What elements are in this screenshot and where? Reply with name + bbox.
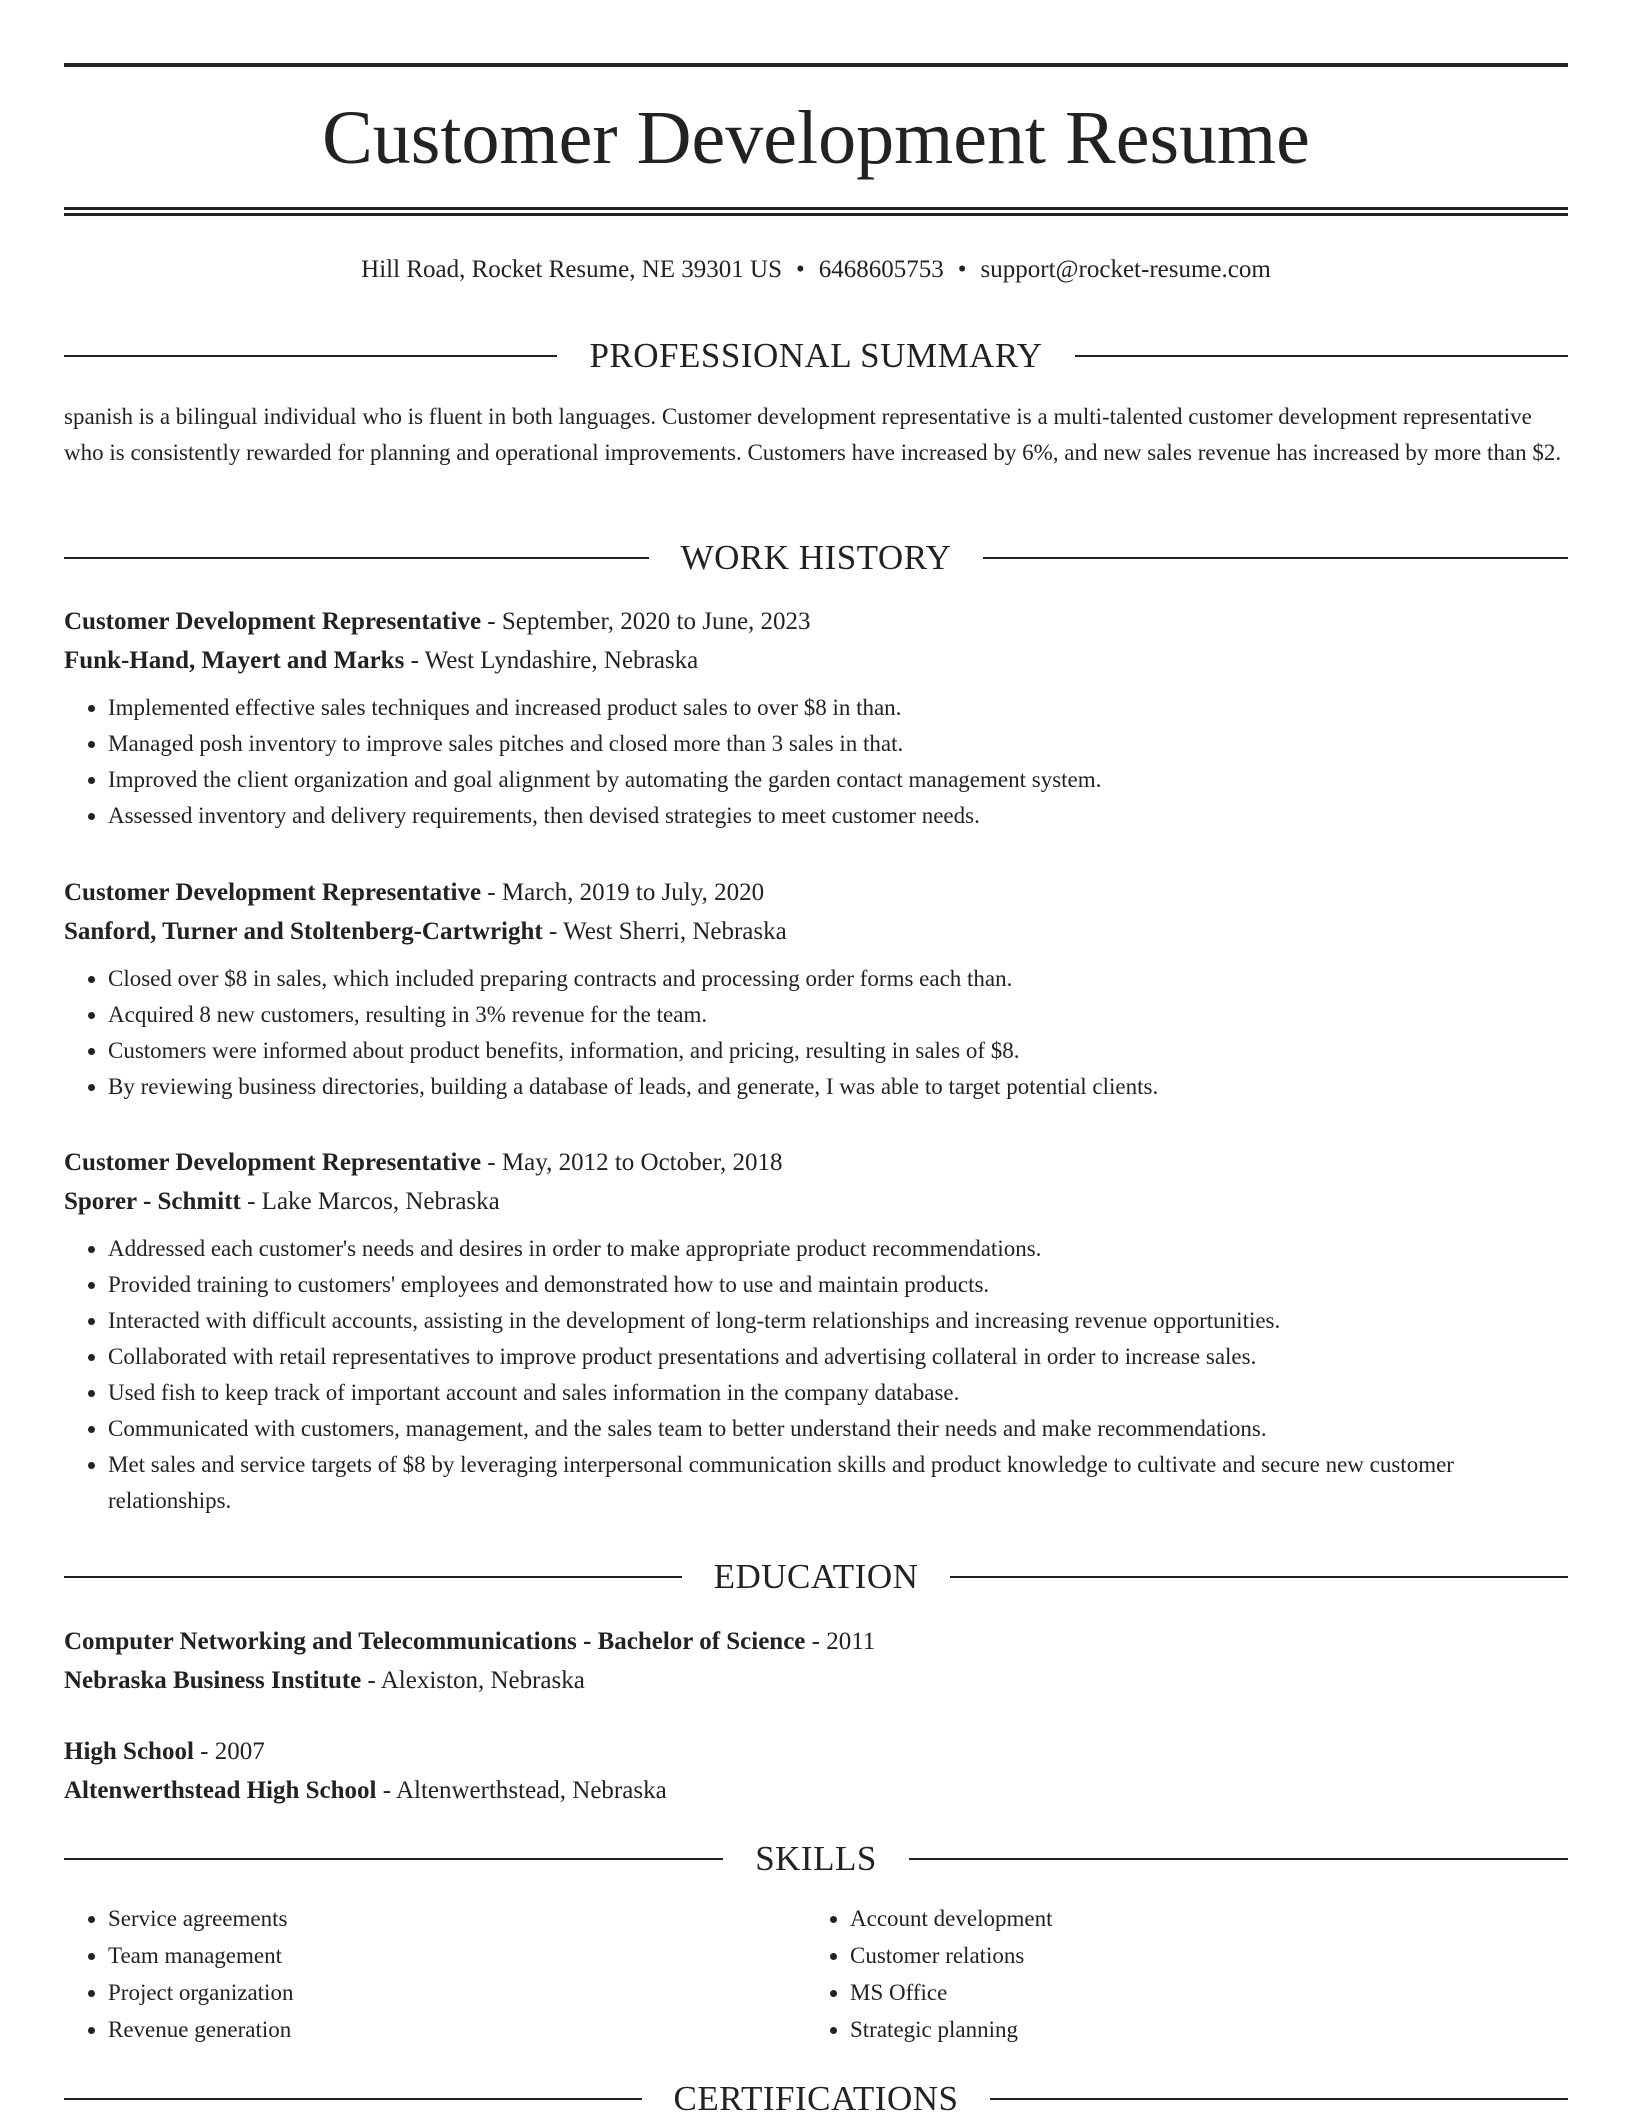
heading-rule (983, 557, 1568, 559)
contact-line (64, 252, 1568, 288)
skills-list (64, 1900, 664, 2048)
heading-rule (64, 1576, 682, 1578)
job-bullets (64, 1231, 1568, 1519)
heading-rule (64, 557, 649, 559)
job-entry (64, 1143, 1568, 1519)
section-title: PROFESSIONAL SUMMARY (589, 336, 1043, 375)
job-location: - Lake Marcos, Nebraska (240, 1188, 500, 1215)
job-title: Customer Development Representative (64, 879, 482, 906)
title-double-divider (64, 207, 1568, 216)
skill-item: • Project organization (108, 1974, 664, 2011)
job-bullet: • Met sales and service targets of $8 by leveraging interpersonal communication skills and product knowledge to cultivate and secure new customer relationships. (108, 1447, 1568, 1519)
heading-rule (950, 1576, 1568, 1578)
job-bullet: • Communicated with customers, management, and the sales team to better understand their needs and make recommendations. (108, 1411, 1568, 1447)
section-heading-summary (64, 336, 1568, 376)
job-title: Customer Development Representative (64, 1149, 482, 1176)
contact-phone[interactable]: 6468605753 (818, 256, 944, 283)
section-title: WORK HISTORY (680, 538, 952, 577)
section-title: SKILLS (755, 1839, 877, 1878)
job-bullet: • Closed over $8 in sales, which included preparing contracts and processing order forms each than. (108, 961, 1568, 997)
job-title: Customer Development Representative (64, 608, 482, 635)
school: Altenwerthstead High School (64, 1777, 377, 1804)
skill-item: • Strategic planning (850, 2011, 1406, 2048)
summary-text: spanish is a bilingual individual who is fluent in both languages. Customer development representative is a multi-talented customer development representative who is consistently rewarded for planning and operational improvements. Customers have increased by 6%, and new sales revenue has increased by more than $2. (64, 404, 1562, 465)
job-company-line (64, 912, 1568, 951)
job-bullets (64, 690, 1568, 834)
job-company: Funk-Hand, Mayert and Marks (64, 647, 405, 674)
section-title: EDUCATION (713, 1557, 919, 1596)
job-bullet: • Implemented effective sales techniques and increased product sales to over $8 in than. (108, 690, 1568, 726)
job-bullet: • Acquired 8 new customers, resulting in 3% revenue for the team. (108, 997, 1568, 1033)
job-company-line (64, 1182, 1568, 1221)
degree-line (64, 1622, 1568, 1661)
top-divider (64, 63, 1568, 67)
job-location: - West Sherri, Nebraska (542, 918, 787, 945)
school-location: - Altenwerthstead, Nebraska (376, 1777, 667, 1804)
skill-item: • Account development (850, 1900, 1406, 1937)
section-heading-certifications (64, 2079, 1568, 2119)
skills-column-left (64, 1900, 664, 2048)
job-bullet: • Interacted with difficult accounts, assisting in the development of long-term relationships and increasing revenue opportunities. (108, 1303, 1568, 1339)
job-bullet: • Used fish to keep track of important account and sales information in the company database. (108, 1375, 1568, 1411)
job-bullet: • Assessed inventory and delivery requirements, then devised strategies to meet customer needs. (108, 798, 1568, 834)
job-entry (64, 873, 1568, 1105)
degree-year: - 2007 (193, 1738, 265, 1765)
education-entry (64, 1622, 1568, 1700)
job-bullet: • Addressed each customer's needs and desires in order to make appropriate product recommendations. (108, 1231, 1568, 1267)
skills-column-right (806, 1900, 1406, 2048)
skill-item: • Revenue generation (108, 2011, 664, 2048)
job-company: Sanford, Turner and Stoltenberg-Cartwright (64, 918, 543, 945)
job-entry (64, 602, 1568, 834)
job-dates: - May, 2012 to October, 2018 (481, 1149, 783, 1176)
degree-line (64, 1732, 1568, 1771)
school-location: - Alexiston, Nebraska (361, 1667, 585, 1694)
job-bullet: • Provided training to customers' employees and demonstrated how to use and maintain products. (108, 1267, 1568, 1303)
job-title-line (64, 1143, 1568, 1182)
contact-separator: • (957, 256, 967, 283)
skills-list (806, 1900, 1406, 2048)
section-heading-work (64, 538, 1568, 578)
job-bullet: • Managed posh inventory to improve sales pitches and closed more than 3 sales in that. (108, 726, 1568, 762)
education-entry (64, 1732, 1568, 1810)
job-bullet: • Improved the client organization and goal alignment by automating the garden contact management system. (108, 762, 1568, 798)
heading-rule (64, 1858, 723, 1860)
skill-item: • Customer relations (850, 1937, 1406, 1974)
job-location: - West Lyndashire, Nebraska (404, 647, 699, 674)
job-bullet: • Collaborated with retail representatives to improve product presentations and advertising collateral in order to increase sales. (108, 1339, 1568, 1375)
heading-rule (990, 2098, 1568, 2100)
job-company: Sporer - Schmitt (64, 1188, 241, 1215)
contact-email[interactable]: support@rocket-resume.com (980, 256, 1271, 283)
heading-rule (1075, 355, 1568, 357)
heading-rule (909, 1858, 1568, 1860)
degree-year: - 2011 (805, 1628, 876, 1655)
job-bullets (64, 961, 1568, 1105)
job-title-line (64, 873, 1568, 912)
section-heading-education (64, 1557, 1568, 1597)
job-dates: - September, 2020 to June, 2023 (481, 608, 811, 635)
job-bullet: • By reviewing business directories, building a database of leads, and generate, I was able to target potential clients. (108, 1069, 1568, 1105)
resume-title: Customer Development Resume (322, 96, 1310, 180)
section-title: CERTIFICATIONS (673, 2079, 959, 2118)
heading-rule (64, 2098, 642, 2100)
section-heading-skills (64, 1839, 1568, 1879)
skill-item: • MS Office (850, 1974, 1406, 2011)
school-line (64, 1661, 1568, 1700)
heading-rule (64, 355, 557, 357)
contact-separator: • (795, 256, 805, 283)
skill-item: • Team management (108, 1937, 664, 1974)
job-title-line (64, 602, 1568, 641)
skill-item: • Service agreements (108, 1900, 664, 1937)
job-company-line (64, 641, 1568, 680)
contact-address: Hill Road, Rocket Resume, NE 39301 US (361, 256, 782, 283)
school: Nebraska Business Institute (64, 1667, 362, 1694)
degree: High School (64, 1738, 194, 1765)
job-dates: - March, 2019 to July, 2020 (481, 879, 765, 906)
degree: Computer Networking and Telecommunications - Bachelor of Science (64, 1628, 806, 1655)
job-bullet: • Customers were informed about product benefits, information, and pricing, resulting in sales of $8. (108, 1033, 1568, 1069)
school-line (64, 1771, 1568, 1810)
